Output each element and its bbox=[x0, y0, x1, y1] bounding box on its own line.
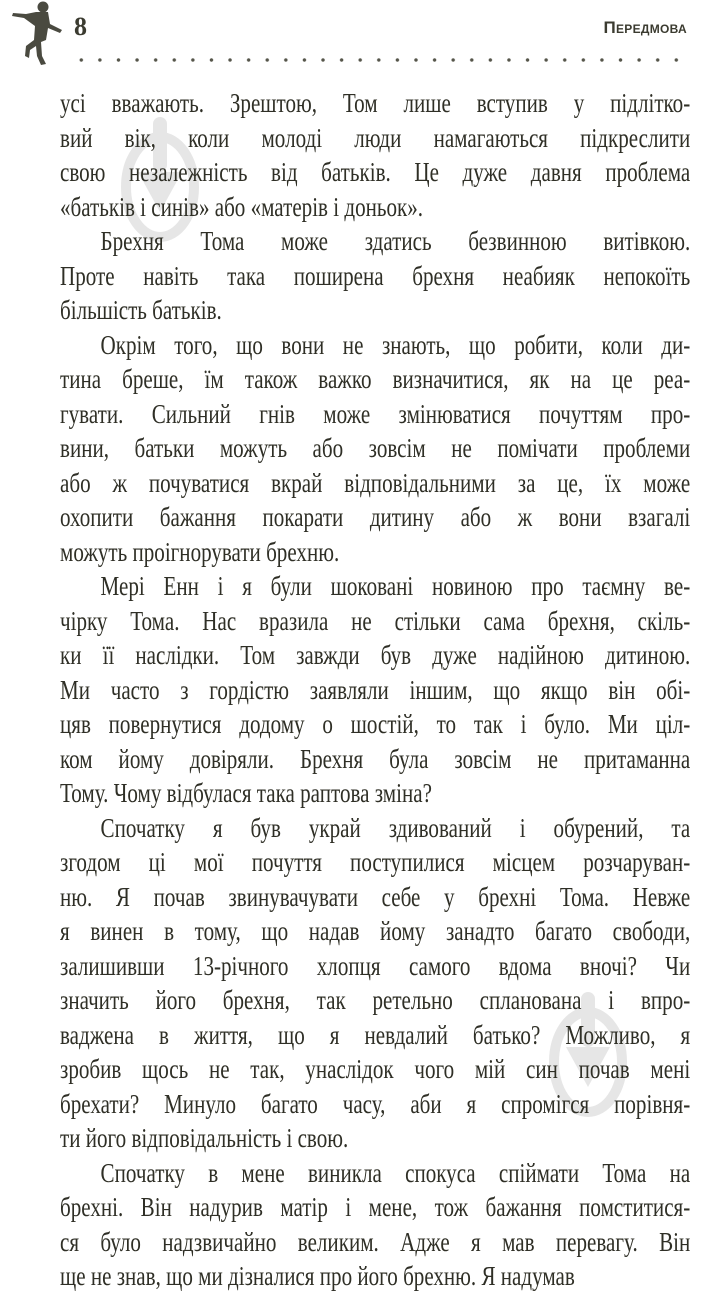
text-line: Спочатку в мене виникла спокуса спіймати Тома на bbox=[100, 1157, 691, 1188]
text-line: брехні. Він надурив матір і мене, тож бажання помститися- bbox=[60, 1192, 691, 1222]
text-line: Окрім того, що вони не знають, що робити, коли ди- bbox=[100, 329, 691, 360]
text-line: можуть проігнорувати брехню. bbox=[60, 536, 340, 567]
text-line: охопити бажання покарати дитину або ж вони взагалі bbox=[60, 502, 691, 532]
paragraph bbox=[60, 86, 690, 224]
paragraph bbox=[60, 811, 690, 1156]
text-line: значить його брехня, так ретельно спланована і впро- bbox=[60, 985, 691, 1015]
text-line: зробив щось не так, унаслідок чого мій син почав мені bbox=[60, 1054, 691, 1084]
text-line: ся було надзвичайно великим. Адже я мав перевагу. Він bbox=[60, 1226, 691, 1257]
paragraph bbox=[60, 328, 690, 570]
text-line: ки її наслідки. Том завжди був дуже надійною дитиною. bbox=[60, 640, 691, 670]
text-line: брехати? Минуло багато часу, аби я спромігся порівня- bbox=[60, 1088, 691, 1119]
text-line: «батьків і синів» або «матерів і доньок». bbox=[60, 191, 424, 222]
text-line: свою незалежність від батьків. Це дуже давня проблема bbox=[60, 157, 691, 187]
text-line: я винен в тому, що надав йому занадто багато свободи, bbox=[60, 916, 691, 946]
text-line: усі вважають. Зрештою, Том лише вступив у підлітко- bbox=[60, 88, 691, 118]
text-line: чірку Тома. Нас вразила не стільки сама брехня, скіль- bbox=[60, 605, 691, 636]
text-line: гувати. Сильний гнів може змінюватися почуттям про- bbox=[60, 398, 691, 429]
dotted-divider bbox=[72, 58, 691, 62]
text-line: або ж почуватися вкрай відповідальними за це, їх може bbox=[60, 467, 691, 498]
running-title: Передмова bbox=[603, 18, 687, 37]
text-line: Тому. Чому відбулася така раптова зміна? bbox=[60, 778, 432, 808]
body-text bbox=[60, 86, 690, 1294]
paragraph bbox=[60, 1156, 690, 1294]
text-line: Ми часто з гордістю заявляли іншим, що якщо він обі- bbox=[60, 674, 691, 705]
page-number: 8 bbox=[74, 12, 87, 41]
text-line: Спочатку я був украй здивований і обурений, та bbox=[100, 812, 691, 843]
text-line: Проте навіть така поширена брехня неабияк непокоїть bbox=[60, 260, 691, 291]
text-line: вий вік, коли молоді люди намагаються підкреслити bbox=[60, 122, 691, 153]
running-boy-silhouette-icon bbox=[10, 0, 66, 66]
text-line: залишивши 13-річного хлопця самого вдома вночі? Чи bbox=[60, 950, 691, 981]
paragraph bbox=[60, 224, 690, 328]
text-line: ваджена в життя, що я невдалий батько? Можливо, я bbox=[60, 1019, 691, 1050]
page-header bbox=[0, 0, 711, 70]
text-line: Мері Енн і я були шоковані новиною про таємну ве- bbox=[100, 571, 691, 601]
text-line: Брехня Тома може здатись безвинною витівкою. bbox=[100, 226, 691, 256]
text-line: ти його відповідальність і свою. bbox=[60, 1123, 349, 1153]
text-line: ню. Я почав звинувачувати себе у брехні Тома. Невже bbox=[60, 881, 691, 912]
text-line: тина бреше, їм також важко визначитися, як на це реа- bbox=[60, 364, 691, 394]
text-line: ще не знав, що ми дізналися про його брехню. Я надумав bbox=[60, 1261, 575, 1291]
text-line: вини, батьки можуть або зовсім не помічати проблеми bbox=[60, 433, 691, 463]
text-line: згодом ці мої почуття поступилися місцем розчаруван- bbox=[60, 847, 691, 877]
text-line: ком йому довіряли. Брехня була зовсім не притаманна bbox=[60, 743, 691, 774]
text-line: більшість батьків. bbox=[60, 295, 222, 325]
paragraph bbox=[60, 569, 690, 811]
text-line: цяв повернутися додому о шостій, то так і було. Ми ціл- bbox=[60, 709, 691, 739]
